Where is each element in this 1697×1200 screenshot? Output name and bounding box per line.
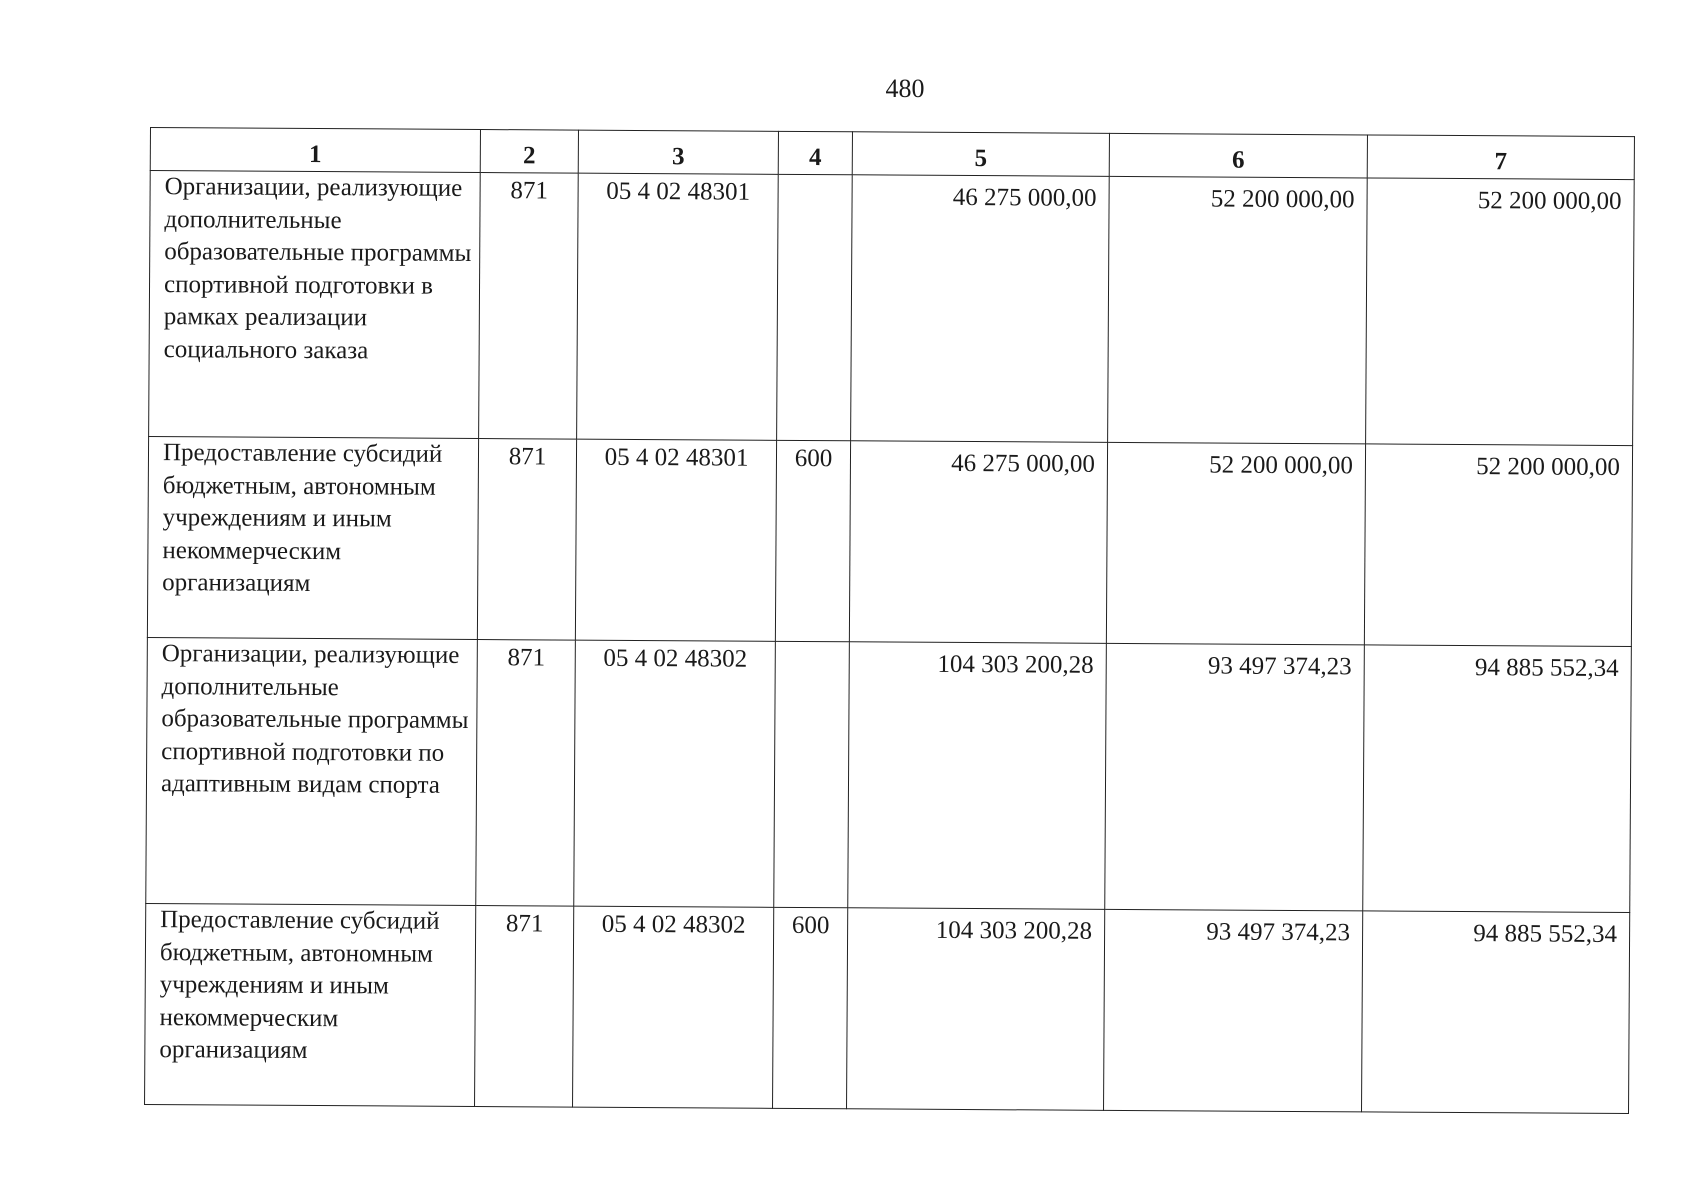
budget-table-container	[144, 127, 1635, 1114]
column-header-1: 1	[150, 128, 480, 173]
row-amount-col7: 52 200 000,00	[1366, 178, 1635, 446]
row-amount-col7: 94 885 552,34	[1362, 911, 1630, 1114]
column-header-5: 5	[852, 132, 1109, 177]
row-expense-type: 600	[773, 907, 848, 1108]
row-target-article: 05 4 02 48302	[574, 640, 776, 907]
row-code: 871	[476, 640, 576, 907]
row-code: 871	[475, 906, 574, 1108]
row-amount-col6: 93 497 374,23	[1105, 643, 1365, 911]
row-expense-type	[774, 641, 850, 907]
table-row	[149, 171, 1635, 446]
page-number: 480	[885, 74, 925, 103]
column-header-2: 2	[480, 130, 578, 174]
row-code: 871	[479, 173, 579, 440]
row-name: Предоставление субсидий бюджетным, автономным учреждениям и иным некоммерческим организациям	[145, 903, 476, 1106]
row-amount-col5: 104 303 200,28	[848, 642, 1107, 910]
row-code: 871	[477, 439, 576, 641]
column-header-4: 4	[778, 131, 852, 174]
row-target-article: 05 4 02 48301	[575, 439, 776, 641]
table-row	[146, 637, 1632, 912]
budget-table	[144, 127, 1635, 1114]
row-expense-type: 600	[775, 440, 850, 641]
table-row	[147, 436, 1632, 646]
column-header-3: 3	[578, 130, 778, 174]
column-header-6: 6	[1109, 133, 1367, 178]
row-target-article: 05 4 02 48301	[577, 173, 779, 440]
row-amount-col5: 46 275 000,00	[849, 441, 1107, 644]
row-name: Организации, реализующие дополнительные образовательные программы спортивной подготовки в рамках реализации социального заказа	[149, 171, 481, 439]
table-row	[145, 903, 1630, 1113]
row-amount-col6: 93 497 374,23	[1104, 909, 1363, 1112]
row-amount-col7: 52 200 000,00	[1364, 444, 1632, 647]
row-amount-col5: 46 275 000,00	[851, 175, 1110, 443]
column-header-7: 7	[1367, 135, 1634, 180]
row-amount-col7: 94 885 552,34	[1363, 645, 1632, 913]
row-name: Предоставление субсидий бюджетным, автономным учреждениям и иным некоммерческим организациям	[147, 436, 478, 639]
row-amount-col6: 52 200 000,00	[1108, 176, 1368, 444]
row-expense-type	[777, 174, 853, 440]
row-name: Организации, реализующие дополнительные образовательные программы спортивной подготовки по адаптивным видам спорта	[146, 637, 478, 905]
row-amount-col5: 104 303 200,28	[847, 908, 1105, 1111]
row-amount-col6: 52 200 000,00	[1106, 442, 1365, 645]
row-target-article: 05 4 02 48302	[573, 906, 774, 1108]
